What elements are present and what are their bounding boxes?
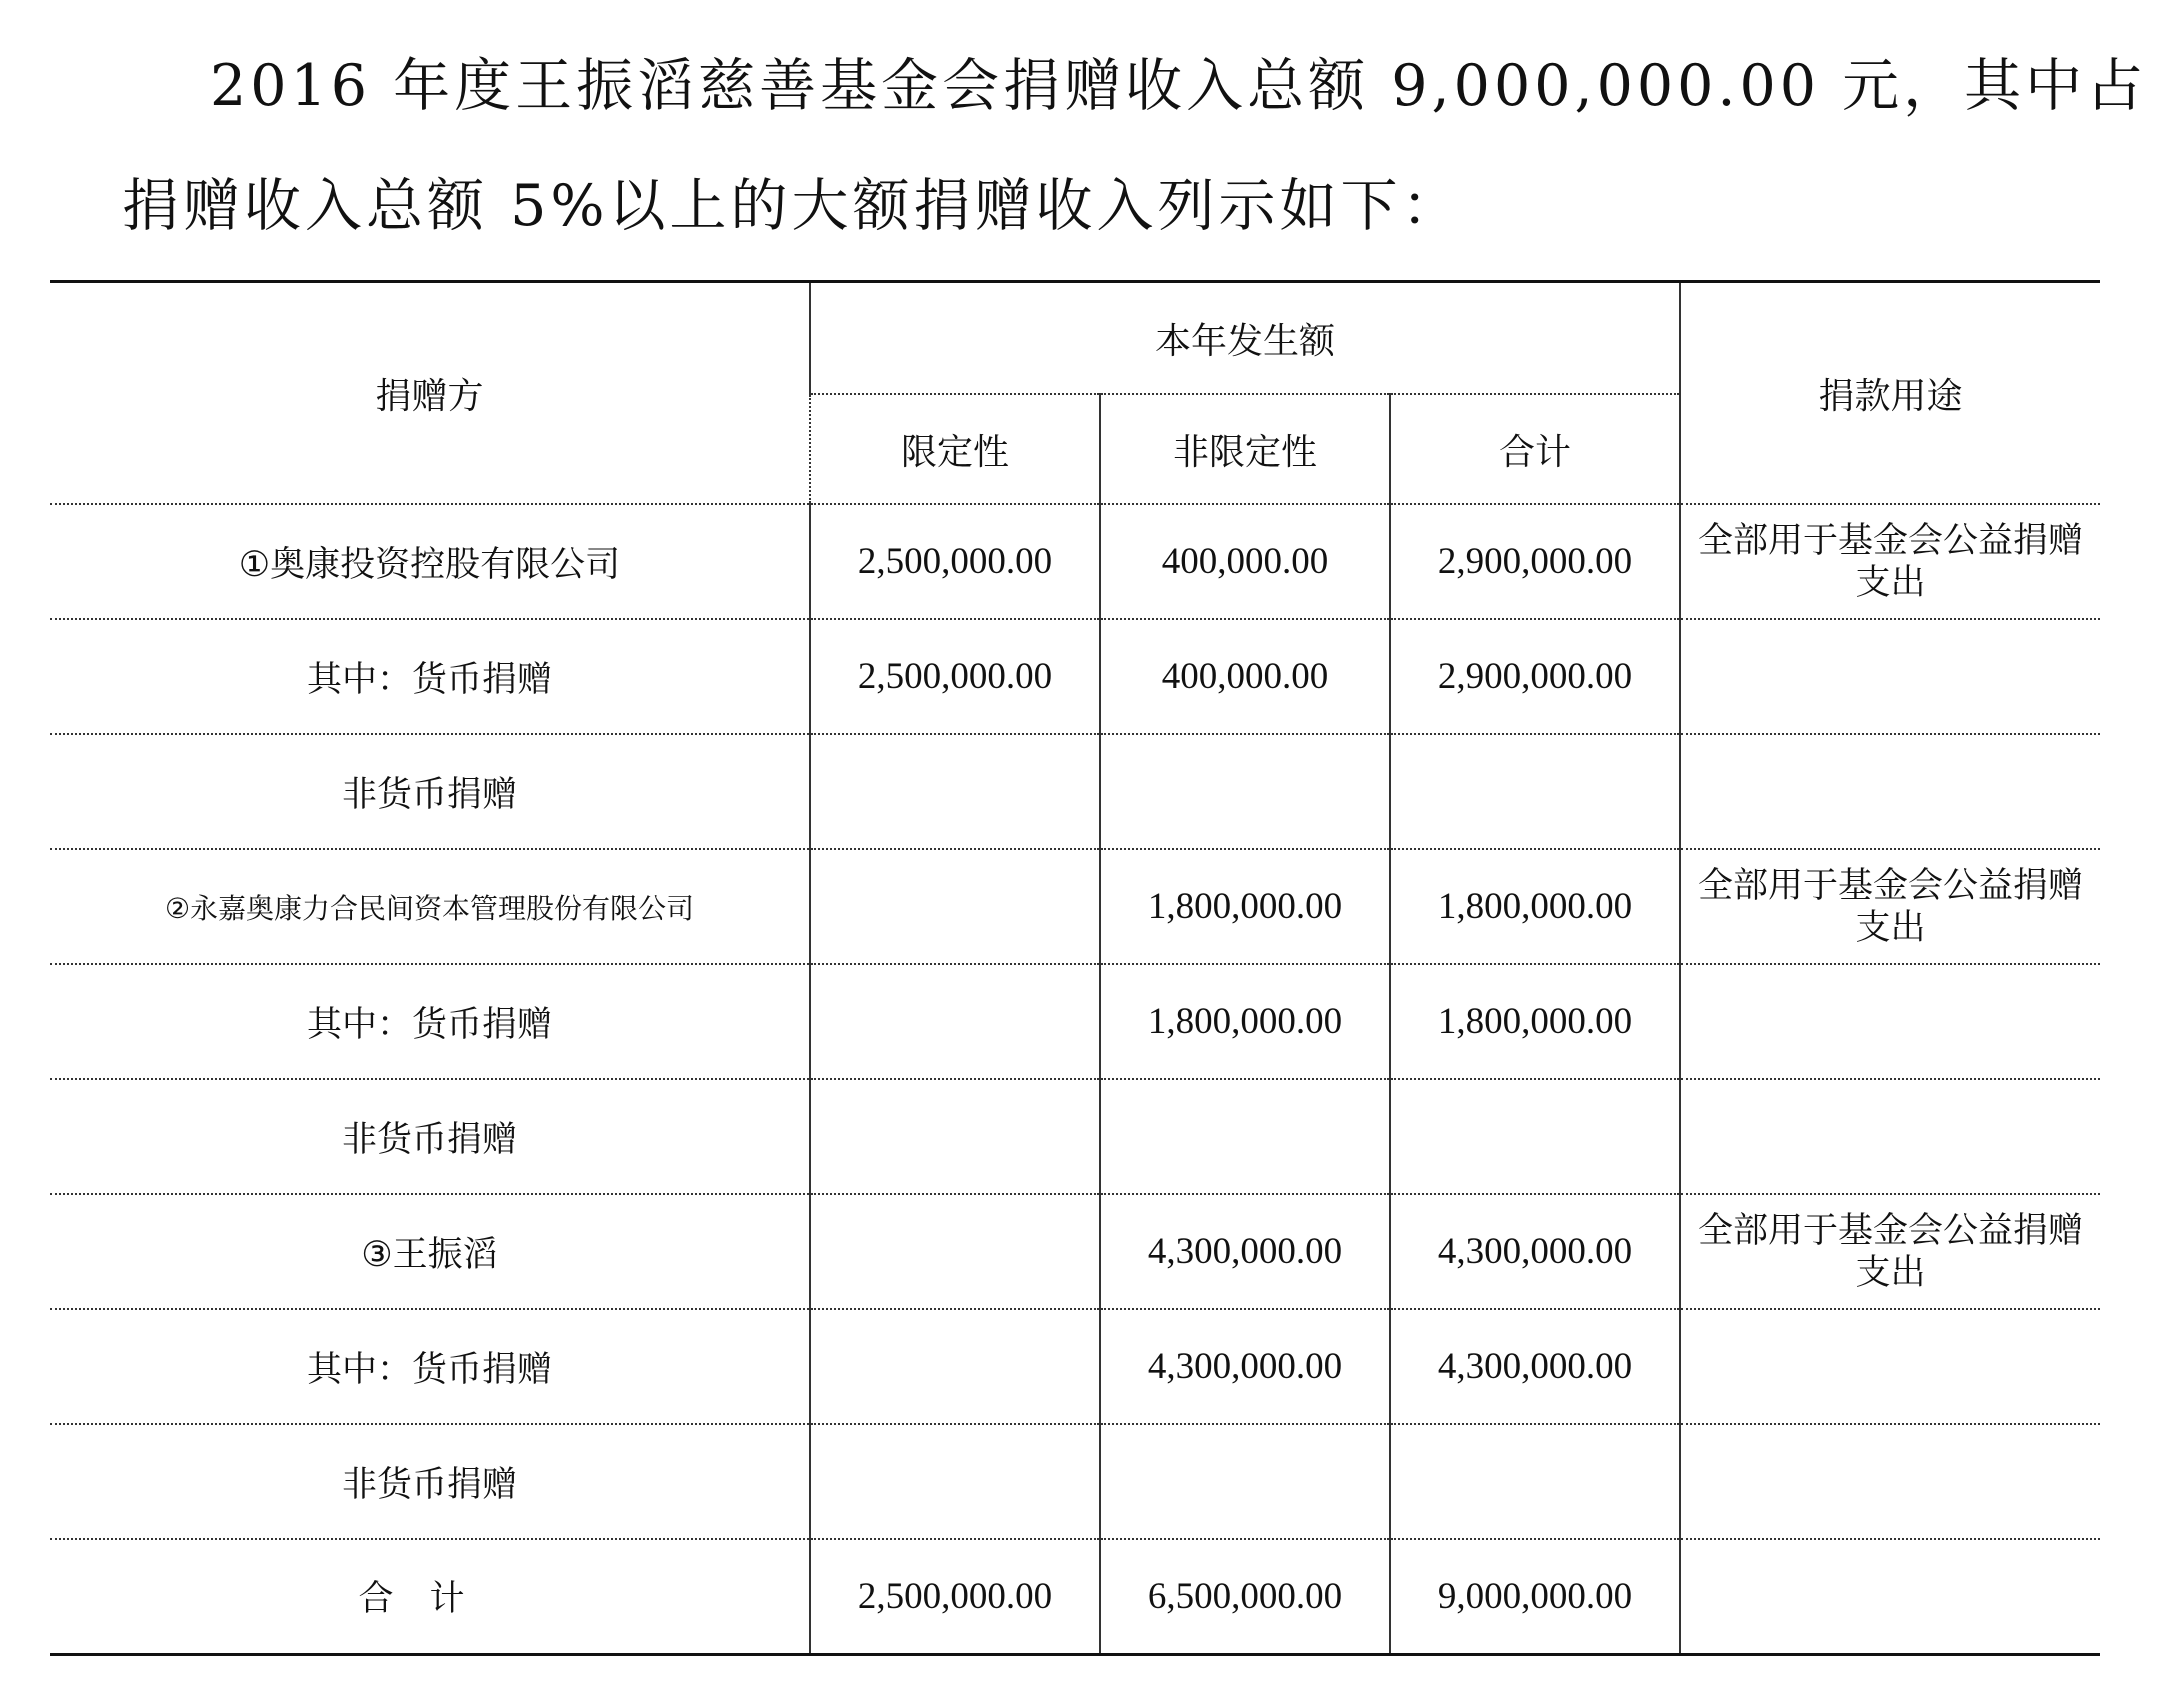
header-total: 合计 bbox=[1390, 394, 1680, 504]
table-row bbox=[50, 619, 2100, 734]
usage-cell: 全部用于基金会公益捐赠支出 bbox=[1680, 504, 2100, 619]
table-row bbox=[50, 504, 2100, 619]
table-row bbox=[50, 1194, 2100, 1309]
unrestricted-cell bbox=[1100, 734, 1390, 849]
intro-line-1: 2016 年度王振滔慈善基金会捐赠收入总额 9,000,000.00 元，其中占 bbox=[210, 53, 2148, 119]
unrestricted-cell: 1,800,000.00 bbox=[1100, 849, 1390, 964]
header-restricted: 限定性 bbox=[810, 394, 1100, 504]
donor-cell: 其中：货币捐赠 bbox=[50, 619, 810, 734]
header-unrestricted: 非限定性 bbox=[1100, 394, 1390, 504]
restricted-cell bbox=[810, 1079, 1100, 1194]
total-cell: 1,800,000.00 bbox=[1390, 849, 1680, 964]
usage-cell bbox=[1680, 734, 2100, 849]
usage-cell bbox=[1680, 964, 2100, 1079]
total-cell: 2,900,000.00 bbox=[1390, 619, 1680, 734]
total-cell: 1,800,000.00 bbox=[1390, 964, 1680, 1079]
unrestricted-cell bbox=[1100, 1424, 1390, 1539]
donor-cell: 其中：货币捐赠 bbox=[50, 1309, 810, 1424]
donation-table bbox=[50, 280, 2100, 1656]
unrestricted-cell-total: 6,500,000.00 bbox=[1100, 1539, 1390, 1654]
table-row bbox=[50, 849, 2100, 964]
header-donor: 捐赠方 bbox=[50, 282, 810, 505]
unrestricted-cell: 1,800,000.00 bbox=[1100, 964, 1390, 1079]
donor-cell: 非货币捐赠 bbox=[50, 1424, 810, 1539]
usage-cell-total bbox=[1680, 1539, 2100, 1654]
restricted-cell bbox=[810, 1424, 1100, 1539]
donor-cell: ③王振滔 bbox=[50, 1194, 810, 1309]
table-row bbox=[50, 734, 2100, 849]
usage-cell bbox=[1680, 1424, 2100, 1539]
restricted-cell bbox=[810, 964, 1100, 1079]
total-cell: 4,300,000.00 bbox=[1390, 1309, 1680, 1424]
donor-cell: 非货币捐赠 bbox=[50, 734, 810, 849]
donor-cell: 其中：货币捐赠 bbox=[50, 964, 810, 1079]
restricted-cell bbox=[810, 734, 1100, 849]
donor-cell: ②永嘉奥康力合民间资本管理股份有限公司 bbox=[50, 849, 810, 964]
unrestricted-cell: 4,300,000.00 bbox=[1100, 1194, 1390, 1309]
table-row bbox=[50, 1309, 2100, 1424]
donor-cell: 非货币捐赠 bbox=[50, 1079, 810, 1194]
table-row-total bbox=[50, 1539, 2100, 1654]
restricted-cell bbox=[810, 1194, 1100, 1309]
unrestricted-cell: 400,000.00 bbox=[1100, 619, 1390, 734]
total-cell bbox=[1390, 1424, 1680, 1539]
usage-cell: 全部用于基金会公益捐赠支出 bbox=[1680, 849, 2100, 964]
restricted-cell-total: 2,500,000.00 bbox=[810, 1539, 1100, 1654]
restricted-cell bbox=[810, 849, 1100, 964]
header-usage: 捐款用途 bbox=[1680, 282, 2100, 505]
usage-cell: 全部用于基金会公益捐赠支出 bbox=[1680, 1194, 2100, 1309]
restricted-cell: 2,500,000.00 bbox=[810, 504, 1100, 619]
table-row bbox=[50, 1424, 2100, 1539]
total-cell-total: 9,000,000.00 bbox=[1390, 1539, 1680, 1654]
unrestricted-cell: 4,300,000.00 bbox=[1100, 1309, 1390, 1424]
intro-line-2: 捐赠收入总额 5%以上的大额捐赠收入列示如下： bbox=[122, 173, 1463, 239]
unrestricted-cell bbox=[1100, 1079, 1390, 1194]
usage-cell bbox=[1680, 1079, 2100, 1194]
donor-cell: ①奥康投资控股有限公司 bbox=[50, 504, 810, 619]
total-cell bbox=[1390, 1079, 1680, 1194]
total-cell: 2,900,000.00 bbox=[1390, 504, 1680, 619]
header-current-year: 本年发生额 bbox=[810, 282, 1680, 395]
table-row bbox=[50, 964, 2100, 1079]
usage-cell bbox=[1680, 619, 2100, 734]
restricted-cell bbox=[810, 1309, 1100, 1424]
total-cell bbox=[1390, 734, 1680, 849]
usage-cell bbox=[1680, 1309, 2100, 1424]
unrestricted-cell: 400,000.00 bbox=[1100, 504, 1390, 619]
restricted-cell: 2,500,000.00 bbox=[810, 619, 1100, 734]
table-row bbox=[50, 1079, 2100, 1194]
donor-cell-total: 合计 bbox=[50, 1539, 810, 1654]
total-cell: 4,300,000.00 bbox=[1390, 1194, 1680, 1309]
